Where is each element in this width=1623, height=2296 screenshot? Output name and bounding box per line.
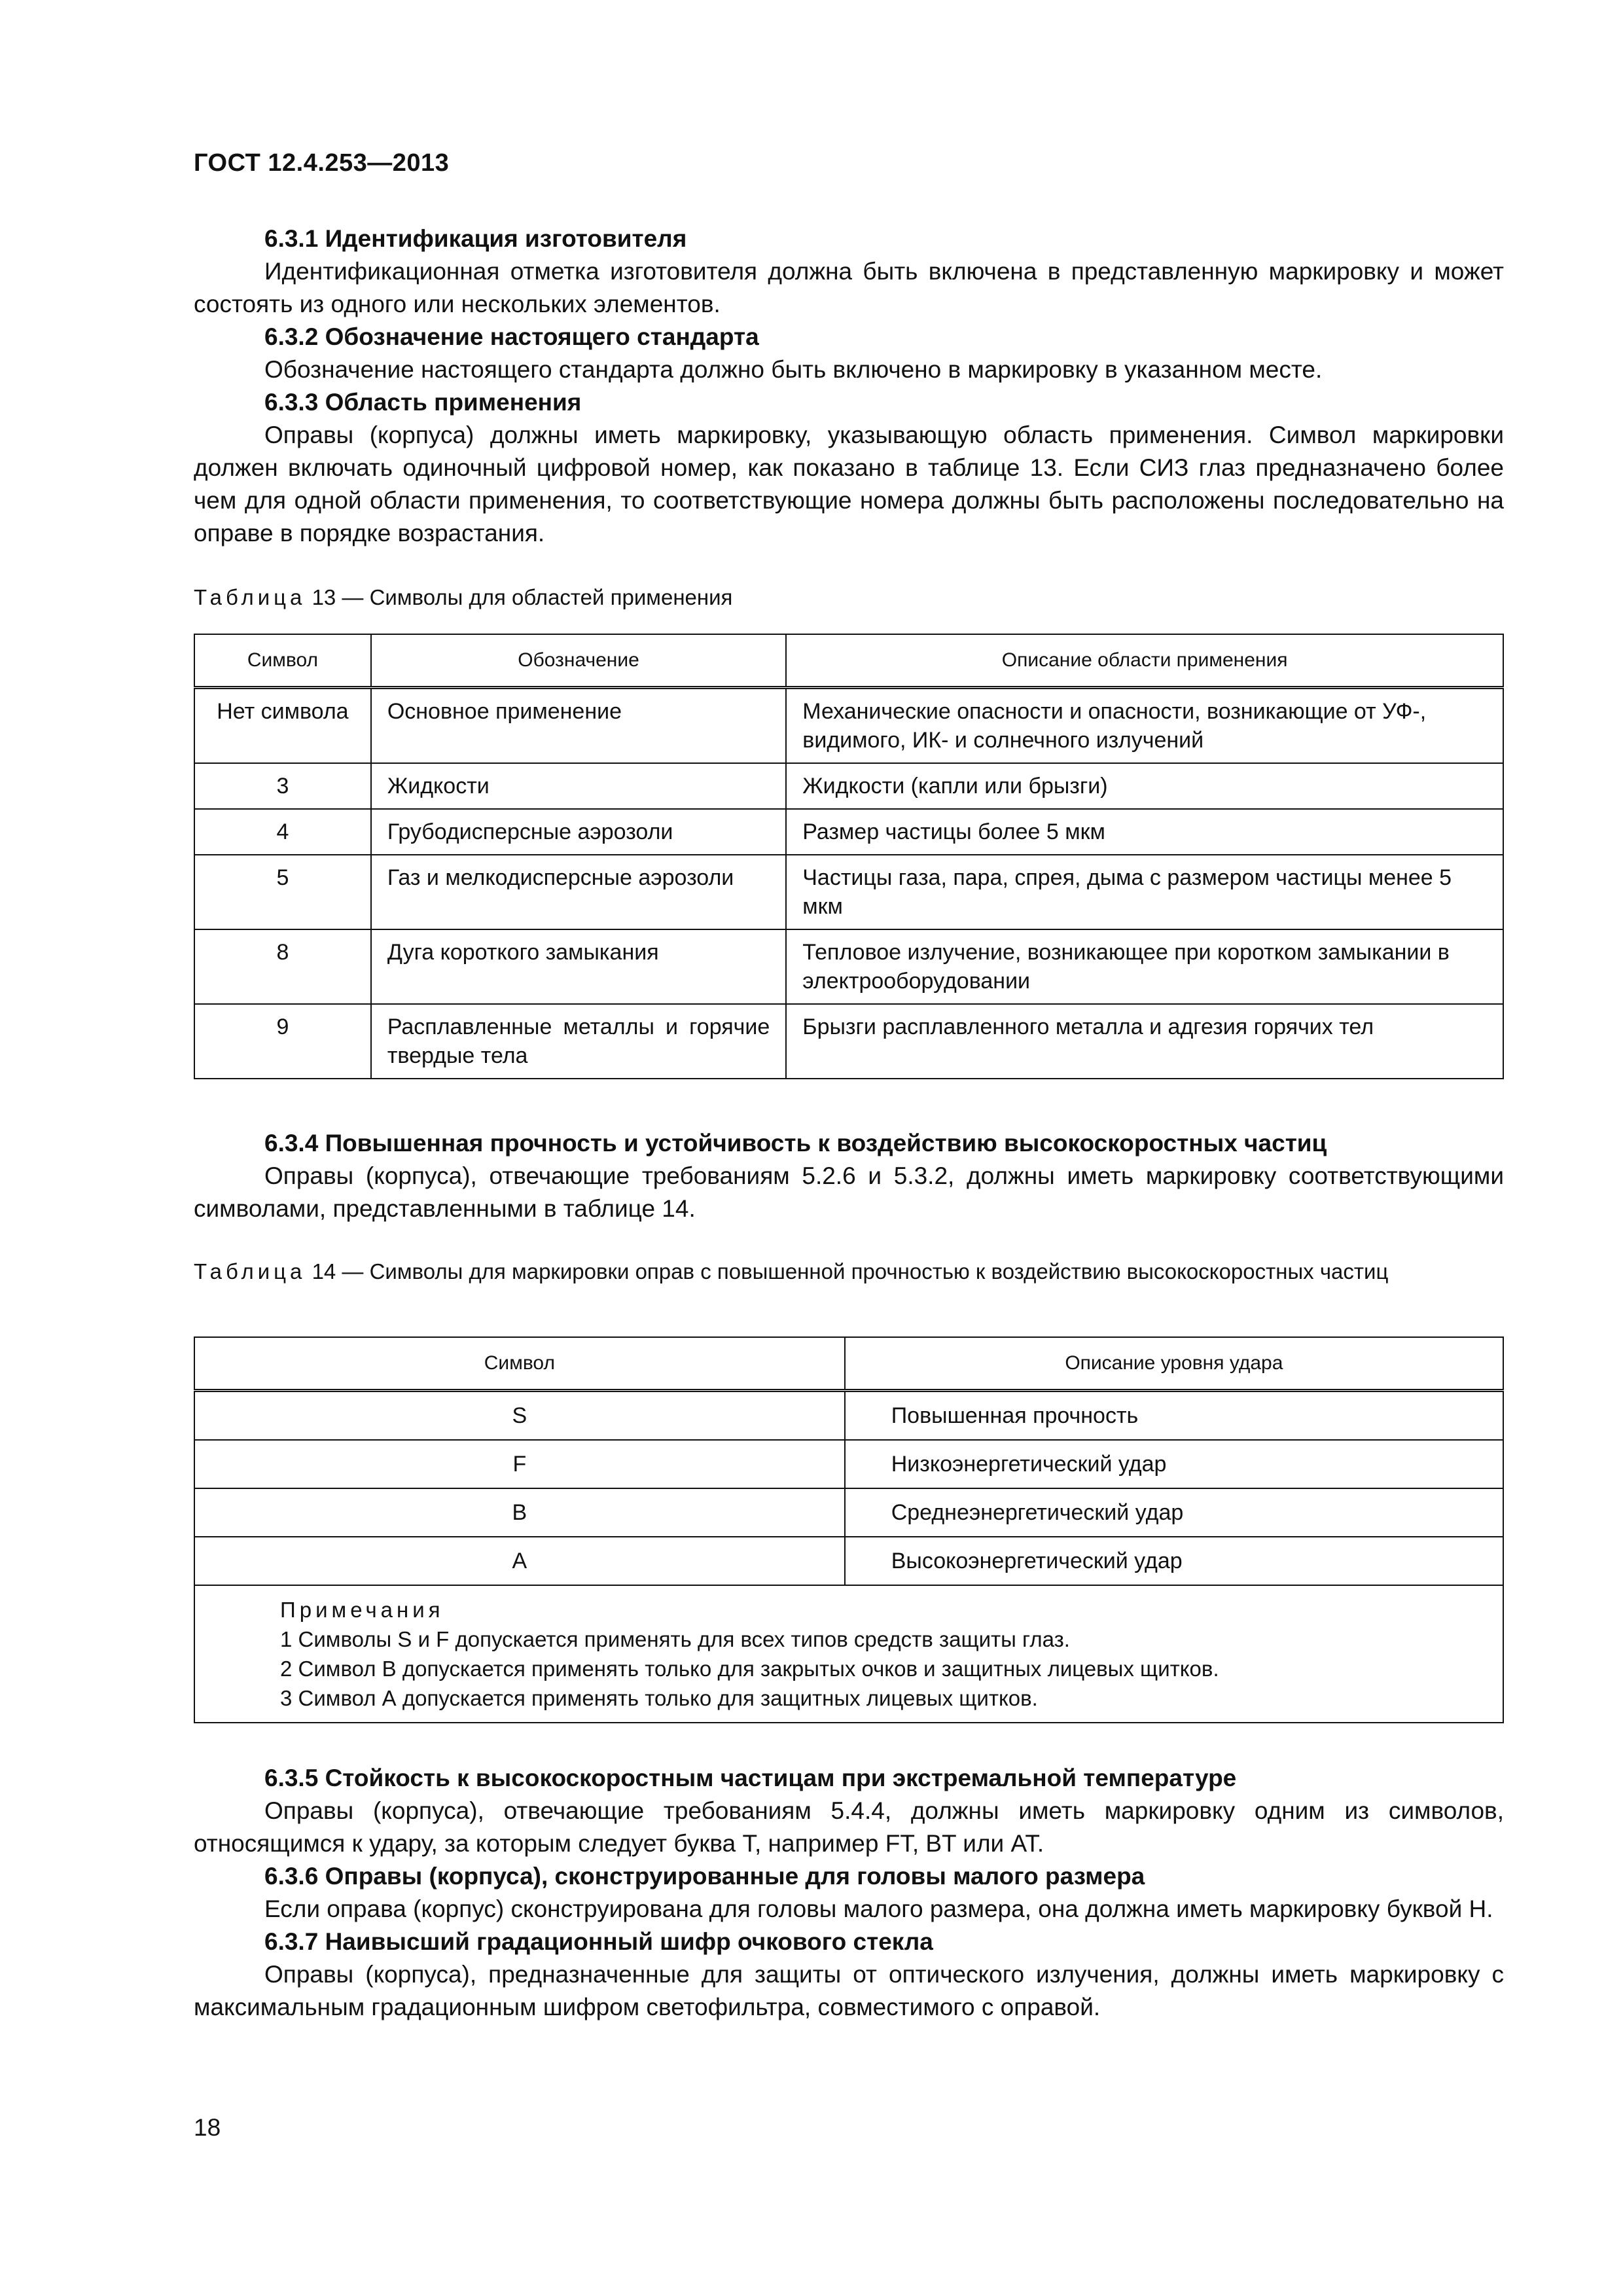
table-cell: Повышенная прочность [845, 1391, 1503, 1441]
table-caption-text: 13 — Символы для областей применения [312, 585, 733, 609]
section-text: Идентификационная отметка изготовителя должна быть включена в представленную маркировку и может состоять из одного или нескольких элементов. [194, 258, 1504, 317]
table-cell: A [194, 1537, 845, 1585]
table-label: Таблица [194, 1259, 306, 1283]
table-cell: F [194, 1440, 845, 1488]
section-text: Оправы (корпуса), предназначенные для защиты от оптического излучения, должны иметь маркировку с максимальным градационным шифром светофильтра, совместимого с оправой. [194, 1961, 1504, 2020]
section-heading: 6.3.6 Оправы (корпуса), сконструированные для головы малого размера [264, 1863, 1145, 1890]
page-number: 18 [194, 2114, 221, 2141]
column-header: Символ [194, 1337, 845, 1391]
table-row [194, 1004, 1503, 1079]
table-row [194, 809, 1503, 855]
table-cell: S [194, 1391, 845, 1441]
table-cell: 5 [194, 855, 371, 929]
section-heading: 6.3.1 Идентификация изготовителя [264, 225, 687, 252]
table-row [194, 929, 1503, 1004]
column-header: Описание уровня удара [845, 1337, 1503, 1391]
sections-block-top [194, 223, 1504, 550]
section-heading: 6.3.3 Область применения [264, 389, 582, 416]
table-row [194, 855, 1503, 929]
table-cell: Основное применение [371, 688, 786, 764]
section-heading: 6.3.5 Стойкость к высокоскоростным частицам при экстремальной температуре [264, 1765, 1237, 1791]
table-cell: Механические опасности и опасности, возникающие от УФ-, видимого, ИК- и солнечного излучений [786, 688, 1503, 764]
section-634-block [194, 1127, 1504, 1225]
note-item: 2 Символ В допускается применять только для закрытых очков и защитных лицевых щитков. [280, 1657, 1219, 1681]
document-code: ГОСТ 12.4.253—2013 [194, 149, 450, 177]
column-header: Обозначение [371, 634, 786, 688]
table-cell: Высокоэнергетический удар [845, 1537, 1503, 1585]
table-cell: B [194, 1488, 845, 1537]
table-cell: Газ и мелкодисперсные аэрозоли [371, 855, 786, 929]
table-header-row [194, 634, 1503, 688]
sections-block-bottom [194, 1762, 1504, 2024]
table-label: Таблица [194, 585, 306, 609]
table-row [194, 1391, 1503, 1441]
section-heading: 6.3.4 Повышенная прочность и устойчивость к воздействию высокоскоростных частиц [264, 1130, 1327, 1157]
table-row [194, 1537, 1503, 1585]
table-cell: Дуга короткого замыкания [371, 929, 786, 1004]
table-cell: Низкоэнергетический удар [845, 1440, 1503, 1488]
table-cell: 8 [194, 929, 371, 1004]
table14-caption [194, 1257, 1504, 1287]
section-text: Оправы (корпуса), отвечающие требованиям 5.4.4, должны иметь маркировку одним из символов, относящимся к удару, за которым следует буква Т, например FT, BT или AT. [194, 1797, 1504, 1857]
table-cell: Тепловое излучение, возникающее при коротком замыкании в электрооборудовании [786, 929, 1503, 1004]
table-row [194, 763, 1503, 809]
table-header-row [194, 1337, 1503, 1391]
table-cell: Брызги расплавленного металла и адгезия горячих тел [786, 1004, 1503, 1079]
table-cell: Размер частицы более 5 мкм [786, 809, 1503, 855]
section-text: Обозначение настоящего стандарта должно быть включено в маркировку в указанном месте. [264, 356, 1323, 383]
column-header: Описание области применения [786, 634, 1503, 688]
table-cell: Среднеэнергетический удар [845, 1488, 1503, 1537]
table-row [194, 1440, 1503, 1488]
table13 [194, 634, 1504, 1079]
table-notes-row [194, 1585, 1503, 1723]
table-cell: 4 [194, 809, 371, 855]
section-heading: 6.3.7 Наивысший градационный шифр очкового стекла [264, 1928, 933, 1955]
note-item: 1 Символы S и F допускается применять для всех типов средств защиты глаз. [280, 1627, 1070, 1651]
table-cell: Грубодисперсные аэрозоли [371, 809, 786, 855]
section-text: Оправы (корпуса), отвечающие требованиям 5.2.6 и 5.3.2, должны иметь маркировку соответствующими символами, представленными в таблице 14. [194, 1162, 1504, 1222]
table-cell: Жидкости [371, 763, 786, 809]
section-text: Оправы (корпуса) должны иметь маркировку, указывающую область применения. Символ маркировки должен включать одиночный цифровой номер, как показано в таблице 13. Если СИЗ глаз предназначено более чем для одной области применения, то соответствующие номера должны быть расположены последовательно на оправе в порядке возрастания. [194, 422, 1504, 547]
table-cell: 3 [194, 763, 371, 809]
notes-title: Примечания [280, 1598, 444, 1622]
section-text: Если оправа (корпус) сконструирована для головы малого размера, она должна иметь маркировку буквой Н. [264, 1895, 1493, 1922]
table-notes [194, 1585, 1503, 1723]
table-row [194, 1488, 1503, 1537]
table-row [194, 688, 1503, 764]
table-cell: Частицы газа, пара, спрея, дыма с размером частицы менее 5 мкм [786, 855, 1503, 929]
table-cell: Расплавленные металлы и горячие твердые тела [371, 1004, 786, 1079]
section-heading: 6.3.2 Обозначение настоящего стандарта [264, 323, 759, 350]
table-caption-text: 14 — Символы для маркировки оправ с повышенной прочностью к воздействию высокоскоростных частиц [312, 1259, 1389, 1283]
table-cell: Жидкости (капли или брызги) [786, 763, 1503, 809]
column-header: Символ [194, 634, 371, 688]
note-item: 3 Символ А допускается применять только для защитных лицевых щитков. [280, 1686, 1038, 1710]
table-cell: Нет символа [194, 688, 371, 764]
table-cell: 9 [194, 1004, 371, 1079]
table14 [194, 1336, 1504, 1723]
table13-caption [194, 583, 1504, 613]
